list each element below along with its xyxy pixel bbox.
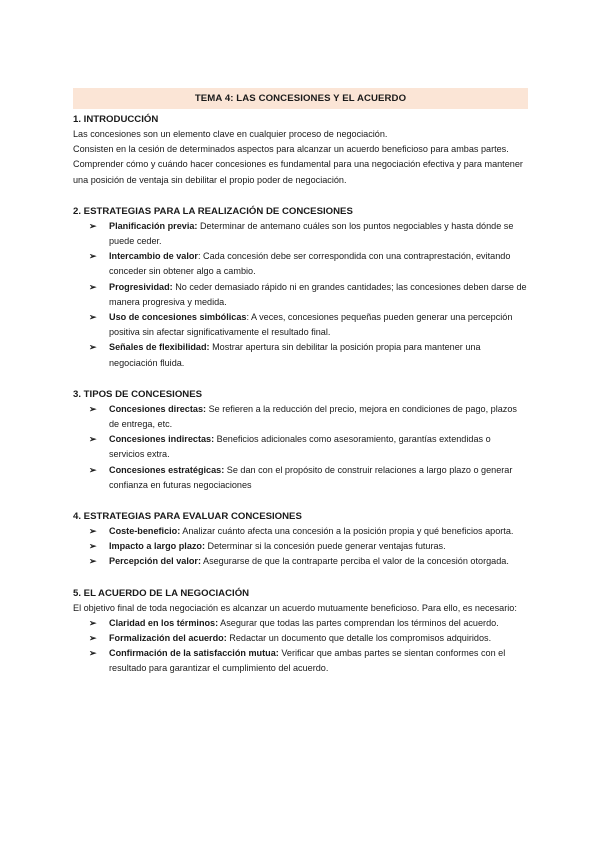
bullet-item bbox=[73, 646, 528, 676]
bullet-text: Se dan con el propósito de construir relaciones a largo plazo o generar confianza en futuras negociaciones bbox=[109, 464, 513, 490]
bullet-term: Claridad en los términos: bbox=[109, 617, 219, 628]
bullet-list bbox=[73, 524, 528, 570]
bullet-term: Intercambio de valor bbox=[109, 251, 198, 262]
bullet-item bbox=[73, 539, 528, 554]
bullet-term: Señales de flexibilidad: bbox=[109, 342, 210, 353]
bullet-term: Concesiones estratégicas: bbox=[109, 464, 225, 475]
section-heading: 4. ESTRATEGIAS PARA EVALUAR CONCESIONES bbox=[73, 511, 302, 523]
arrow-bullet-icon: ➢ bbox=[89, 342, 97, 353]
arrow-bullet-icon: ➢ bbox=[89, 633, 97, 644]
document-title: TEMA 4: LAS CONCESIONES Y EL ACUERDO bbox=[73, 88, 528, 109]
bullet-term: Coste-beneficio: bbox=[109, 526, 181, 537]
bullet-term: Planificación previa: bbox=[109, 220, 198, 231]
bullet-text: Verificar que ambas partes se sientan conformes con el resultado para garantizar el cumplimiento del acuerdo. bbox=[109, 648, 506, 674]
bullet-item bbox=[73, 402, 528, 432]
bullet-term: Progresividad: bbox=[109, 281, 173, 292]
section-1 bbox=[73, 112, 528, 188]
bullet-list bbox=[73, 616, 528, 677]
bullet-item bbox=[73, 616, 528, 631]
bullet-term: Percepción del valor: bbox=[109, 556, 201, 567]
bullet-list bbox=[73, 402, 528, 493]
bullet-term: Formalización del acuerdo: bbox=[109, 633, 227, 644]
paragraph: Consisten en la cesión de determinados aspectos para alcanzar un acuerdo beneficioso para ambas partes. bbox=[73, 144, 509, 155]
arrow-bullet-icon: ➢ bbox=[89, 617, 97, 628]
bullet-item bbox=[73, 524, 528, 539]
bullet-text: Mostrar apertura sin debilitar la posición propia para mantener una negociación fluida. bbox=[109, 342, 481, 368]
bullet-text: Analizar cuánto afecta una concesión a la posición propia y qué beneficios aporta. bbox=[180, 526, 514, 537]
bullet-text: Redactar un documento que detalle los compromisos adquiridos. bbox=[226, 633, 492, 644]
bullet-term: Concesiones directas: bbox=[109, 403, 207, 414]
paragraph: Las concesiones son un elemento clave en cualquier proceso de negociación. bbox=[73, 129, 388, 139]
bullet-text: Beneficios adicionales como asesoramiento, garantías extendidas o servicios extra. bbox=[109, 434, 491, 460]
arrow-bullet-icon: ➢ bbox=[89, 648, 97, 659]
section-heading: 1. INTRODUCCIÓN bbox=[73, 114, 159, 125]
bullet-item bbox=[73, 631, 528, 646]
bullet-item bbox=[73, 219, 528, 249]
bullet-term: Uso de concesiones simbólicas bbox=[109, 312, 247, 323]
bullet-item bbox=[73, 310, 528, 340]
section-heading: 3. TIPOS DE CONCESIONES bbox=[73, 388, 203, 400]
paragraph: El objetivo final de toda negociación es alcanzar un acuerdo mutuamente beneficioso. Para ello, es necesario: bbox=[73, 602, 517, 613]
bullet-item bbox=[73, 463, 528, 493]
bullet-text: Se refieren a la reducción del precio, mejora en condiciones de pago, plazos de entrega, etc. bbox=[109, 403, 517, 430]
arrow-bullet-icon: ➢ bbox=[89, 403, 97, 414]
bullet-item bbox=[73, 340, 528, 370]
section-5 bbox=[73, 586, 528, 677]
arrow-bullet-icon: ➢ bbox=[89, 541, 97, 552]
bullet-text: Asegurarse de que la contraparte perciba el valor de la concesión otorgada. bbox=[200, 556, 509, 567]
bullet-text: : A veces, concesiones pequeñas pueden generar una percepción positiva sin afectar significativamente el resultado final. bbox=[109, 312, 513, 338]
document-content bbox=[73, 112, 528, 677]
paragraph: Comprender cómo y cuándo hacer concesiones es fundamental para una negociación efectiva y para mantener una posición de ventaja sin debilitar el propio poder de negociación. bbox=[73, 159, 523, 185]
section-heading: 5. EL ACUERDO DE LA NEGOCIACIÓN bbox=[73, 587, 250, 599]
bullet-text: No ceder demasiado rápido ni en grandes cantidades; las concesiones deben darse de manera progresiva y medida. bbox=[109, 281, 527, 307]
bullet-item bbox=[73, 554, 528, 569]
section-2 bbox=[73, 204, 528, 371]
arrow-bullet-icon: ➢ bbox=[89, 556, 97, 567]
bullet-term: Concesiones indirectas: bbox=[109, 434, 215, 445]
section-3 bbox=[73, 387, 528, 493]
bullet-item bbox=[73, 280, 528, 310]
section-4 bbox=[73, 509, 528, 570]
arrow-bullet-icon: ➢ bbox=[89, 251, 97, 262]
bullet-text: Determinar de antemano cuáles son los puntos negociables y hasta dónde se puede ceder. bbox=[109, 220, 514, 247]
bullet-term: Impacto a largo plazo: bbox=[109, 541, 206, 552]
bullet-list bbox=[73, 219, 528, 371]
bullet-item bbox=[73, 432, 528, 462]
arrow-bullet-icon: ➢ bbox=[89, 464, 97, 475]
arrow-bullet-icon: ➢ bbox=[89, 434, 97, 445]
bullet-item bbox=[73, 249, 528, 279]
bullet-text: : Cada concesión debe ser correspondida con una contraprestación, evitando conceder sin obtener algo a cambio. bbox=[109, 251, 511, 277]
arrow-bullet-icon: ➢ bbox=[89, 526, 97, 537]
arrow-bullet-icon: ➢ bbox=[89, 281, 97, 292]
arrow-bullet-icon: ➢ bbox=[89, 312, 97, 323]
bullet-term: Confirmación de la satisfacción mutua: bbox=[109, 648, 279, 659]
bullet-text: Asegurar que todas las partes comprendan los términos del acuerdo. bbox=[218, 617, 499, 628]
bullet-text: Determinar si la concesión puede generar ventajas futuras. bbox=[205, 541, 446, 552]
arrow-bullet-icon: ➢ bbox=[89, 220, 97, 231]
section-heading: 2. ESTRATEGIAS PARA LA REALIZACIÓN DE CONCESIONES bbox=[73, 205, 353, 217]
